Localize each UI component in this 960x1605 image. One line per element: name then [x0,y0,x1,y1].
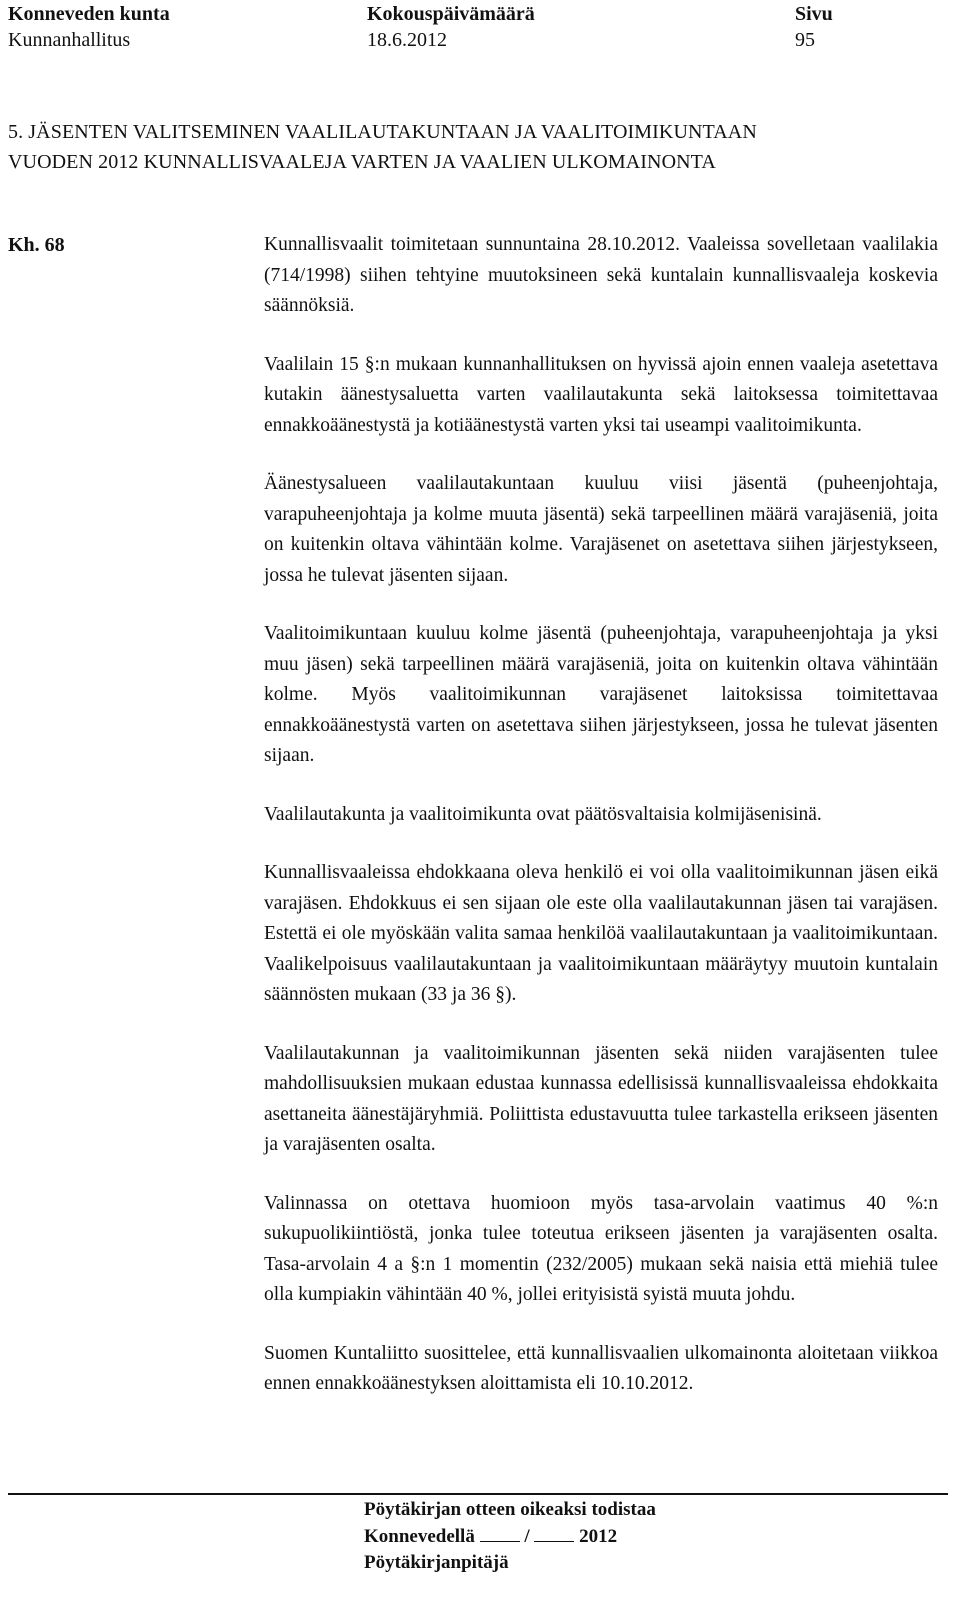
municipality-name: Konneveden kunta [8,3,170,25]
body-name: Kunnanhallitus [8,29,131,51]
document-body [264,230,938,1428]
footer-divider [8,1493,948,1495]
place-date-line [364,1523,656,1550]
date-separator: / [524,1526,530,1547]
place-name: Konnevedellä [364,1526,475,1547]
paragraph: Vaalitoimikuntaan kuuluu kolme jäsentä (puheenjohtaja, varapuheenjohtaja ja yksi muu jäsen) sekä tarpeellinen määrä varajäseniä, joita on kuitenkin oltava vähintään kolme. Myös vaalitoimikunnan varajäsenet laitoksissa toimitettavaa ennakkoäänestystä varten on asetettava siihen järjestykseen, jossa he tulevat jäsenten sijaan. [264,623,938,766]
footer-certification [364,1497,656,1576]
paragraph: Valinnassa on otettava huomioon myös tasa-arvolain vaatimus 40 %:n sukupuolikiintiöstä, jonka tulee toteutua erikseen jäsenten ja varajäsenten osalta. Tasa-arvolain 4 a §:n 1 momentin (232/2005) mukaan sekä naisia että miehiä tulee olla kumpiakin vähintään 40 %, jollei erityisistä syistä muuta johdu. [264,1192,938,1305]
page-label: Sivu [795,3,833,25]
item-number-label: Kh. 68 [8,234,65,256]
section-title [8,117,948,177]
certification-text: Pöytäkirjan otteen oikeaksi todistaa [364,1499,656,1520]
meeting-date: 18.6.2012 [367,29,447,51]
year: 2012 [579,1526,618,1547]
section-title-line-1: 5. JÄSENTEN VALITSEMINEN VAALILAUTAKUNTAAN JA VAALITOIMIKUNTAAN [8,121,757,143]
month-blank [534,1523,574,1542]
paragraph: Kunnallisvaalit toimitetaan sunnuntaina 28.10.2012. Vaaleissa sovelletaan vaalilakia (714/1998) siihen tehtyine muutoksineen sekä kuntalain kunnallisvaaleja koskevia säännöksiä. [264,234,938,316]
paragraph: Äänestysalueen vaalilautakuntaan kuuluu viisi jäsentä (puheenjohtaja, varapuheenjohtaja ja kolme muuta jäsentä) sekä tarpeellinen määrä varajäseniä, joita on kuitenkin oltava vähintään kolme. Varajäsenet on asetettava siihen järjestykseen, jossa he tulevat jäsenten sijaan. [264,473,938,586]
paragraph: Vaalilain 15 §:n mukaan kunnanhallituksen on hyvissä ajoin ennen vaaleja asetettava kutakin äänestysaluetta varten vaalilautakunta sekä laitoksessa toimitettavaa ennakkoäänestystä ja kotiäänestystä varten yksi tai useampi vaalitoimikunta. [264,353,938,436]
paragraph: Vaalilautakunta ja vaalitoimikunta ovat päätösvaltaisia kolmijäsenisinä. [264,803,822,825]
paragraph: Kunnallisvaaleissa ehdokkaana oleva henkilö ei voi olla vaalitoimikunnan jäsen eikä varajäsen. Ehdokkuus ei sen sijaan ole este olla vaalilautakunnan jäsen tai varajäsen. Estettä ei ole myöskään valita samaa henkilöä vaalilautakuntaan ja vaalitoimikuntaan. Vaalikelpoisuus vaalilautakuntaan ja vaalitoimikuntaan määräytyy muutoin kuntalain säännösten mukaan (33 ja 36 §). [264,862,938,1005]
paragraph: Vaalilautakunnan ja vaalitoimikunnan jäsenten sekä niiden varajäsenten tulee mahdollisuuksien mukaan edustaa kunnassa edellisissä kunnallisvaaleissa ehdokkaita asettaneita äänestäjäryhmiä. Poliittista edustavuutta tulee tarkastella erikseen jäsenten ja varajäsenten osalta. [264,1042,938,1155]
date-label: Kokouspäivämäärä [367,3,535,25]
day-blank [480,1523,520,1542]
paragraph: Suomen Kuntaliitto suosittelee, että kunnallisvaalien ulkomainonta aloitetaan viikkoa ennen ennakkoäänestyksen aloittamista eli 10.10.2012. [264,1342,938,1394]
page-number: 95 [795,29,815,51]
section-title-line-2: VUODEN 2012 KUNNALLISVAALEJA VARTEN JA VAALIEN ULKOMAINONTA [8,151,716,173]
signatory-title: Pöytäkirjanpitäjä [364,1552,509,1573]
